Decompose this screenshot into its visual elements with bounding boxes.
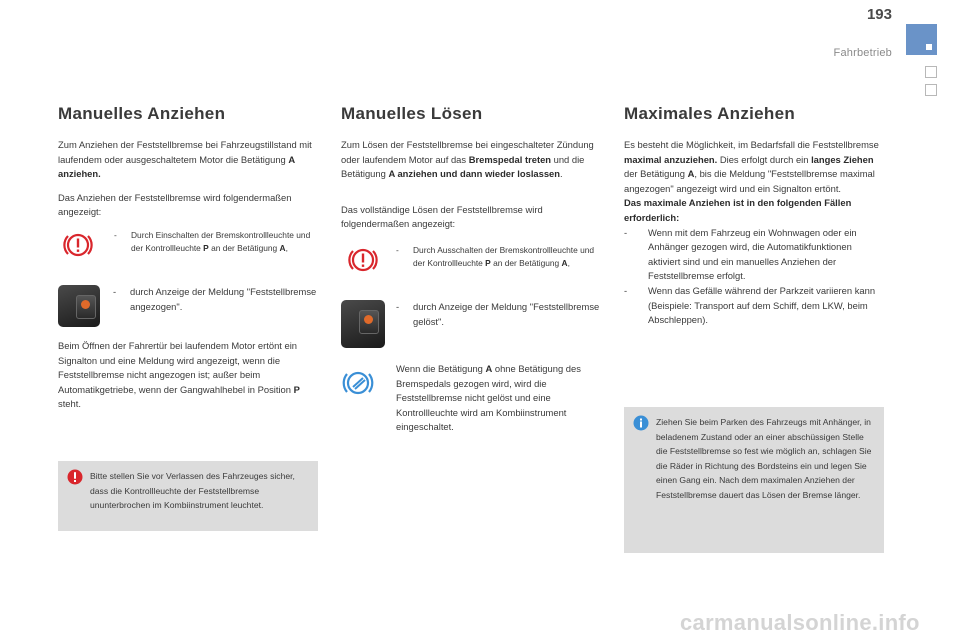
- apply-display-intro: Das Anziehen der Feststellbremse wird folgendermaßen angezeigt:: [58, 191, 292, 218]
- release-item-1: - Durch Ausschalten der Bremskontrollleuchte und der Kontrollleuchte P an der Betätigung A,: [396, 244, 595, 269]
- brake-warning-red-icon: [62, 229, 94, 261]
- release-fault-text: Wenn die Betätigung A ohne Betätigung des Bremspedals gezogen wird, wird die Feststellbremse nicht gelöst und eine Kontrollleuchte wird am Kombiinstrument eingeschaltet.: [396, 362, 581, 433]
- section-tab-marker: [906, 24, 937, 55]
- release-item-2: - durch Anzeige der Meldung "Feststellbremse gelöst".: [396, 300, 600, 327]
- page-number: 193: [866, 6, 892, 23]
- release-indicator-row: [347, 244, 603, 296]
- release-intro: Zum Lösen der Feststellbremse bei eingeschalteter Zündung oder laufendem Motor auf das Bremspedal treten und die Betätigung A anziehen und dann wieder loslassen.: [341, 139, 594, 180]
- section-tab-box-1: [925, 66, 937, 78]
- column-manual-apply: [58, 104, 320, 421]
- parking-brake-switch-icon: [341, 300, 385, 348]
- apply-item-2: - durch Anzeige der Meldung "Feststellbremse angezogen".: [113, 285, 317, 312]
- apply-item-1: - Durch Einschalten der Bremskontrollleuchte und der Kontrollleuchte P an der Betätigung A,: [114, 229, 311, 254]
- note-parking-with-trailer: Ziehen Sie beim Parken des Fahrzeugs mit Anhänger, in beladenem Zustand oder an einer abschüssigen Stelle die Feststellbremse so fest wie möglich an, schlagen Sie die Räder in Richtung des Bordsteins ein und legen Sie einen Gang ein. Nach dem maximalen Anziehen der Feststellbremse dauert das Lösen der Bremse länger.: [624, 407, 884, 553]
- column-maximum-apply: [624, 104, 886, 328]
- door-open-warning-text: Beim Öffnen der Fahrertür bei laufendem Motor ertönt ein Signalton und eine Meldung wird angezeigt, wenn die Feststellbremse nicht angezogen ist; außer beim Automatikgetriebe, wenn der Gangwahlhebel in Position P steht.: [58, 339, 300, 410]
- section-title-manual-release: Manuelles Lösen: [341, 104, 483, 123]
- column-manual-release: [341, 104, 603, 436]
- warning-triangle-icon: [67, 469, 83, 485]
- watermark: carmanualsonline.info: [680, 610, 920, 635]
- apply-indicator-row: [62, 229, 320, 281]
- section-tab-box-2: [925, 84, 937, 96]
- brake-fault-blue-icon: [341, 366, 375, 400]
- section-title-maximum-apply: Maximales Anziehen: [624, 104, 796, 123]
- section-title-manual-apply: Manuelles Anziehen: [58, 104, 226, 123]
- maximum-intro: Es besteht die Möglichkeit, im Bedarfsfall die Feststellbremse maximal anzuziehen. Dies erfolgt durch ein langes Ziehen der Betätigung A, bis die Meldung "Feststellbremse maximal angezogen" angezeigt wird und ein Signalton ertönt.: [624, 139, 879, 194]
- maximum-cases-title: Das maximale Anziehen ist in den folgenden Fällen erforderlich:: [624, 197, 852, 223]
- maximum-case-item: - Wenn mit dem Fahrzeug ein Wohnwagen oder ein Anhänger gezogen wird, die Automatikfunktionen aktiviert sind und ein manuelles Anziehen der Feststellbremse erfolgt.: [624, 226, 857, 282]
- parking-brake-switch-icon: [58, 285, 100, 327]
- maximum-cases-list: [624, 226, 886, 328]
- release-display-intro: Das vollständige Lösen der Feststellbremse wird folgendermaßen angezeigt:: [341, 203, 543, 230]
- brake-warning-red-icon: [347, 244, 379, 276]
- info-icon: [633, 415, 649, 431]
- apply-message-row: [58, 285, 320, 335]
- apply-intro: Zum Anziehen der Feststellbremse bei Fahrzeugstillstand mit laufendem oder ausgeschaltetem Motor die Betätigung A anziehen.: [58, 139, 312, 180]
- release-fault-row: [341, 362, 603, 432]
- release-message-row: [341, 300, 603, 358]
- maximum-case-item: - Wenn das Gefälle während der Parkzeit variieren kann (Beispiele: Transport auf dem Schiff, dem LKW, beim Abschleppen).: [624, 284, 876, 326]
- section-name: Fahrbetrieb: [833, 47, 892, 59]
- note-check-warning-light: Bitte stellen Sie vor Verlassen des Fahrzeuges sicher, dass die Kontrollleuchte der Feststellbremse ununterbrochen im Kombiinstrument leuchtet.: [58, 461, 318, 531]
